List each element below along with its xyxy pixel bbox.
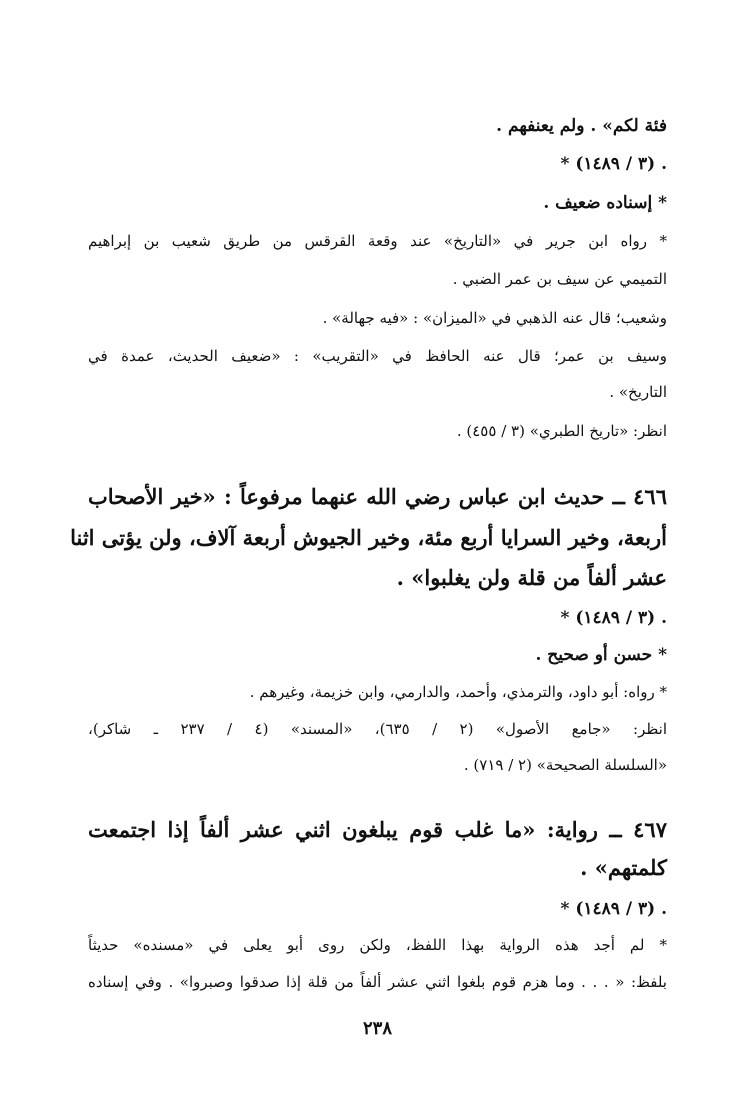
- text-line: التميمي عن سيف بن عمر الضبي .: [452, 270, 667, 288]
- hadith-text-line: أربعة، وخير السرايا أربع مئة، وخير الجيوش أربعة آلاف، ولن يؤتى اثنا: [70, 525, 667, 550]
- page-number: ٢٣٨: [362, 1018, 392, 1039]
- text-line: * حسن أو صحيح .: [535, 645, 667, 665]
- text-line: فئة لكم» . ولم يعنفهم .: [496, 116, 667, 136]
- hadith-heading: ٤٦٦ ــ حديث ابن عباس رضي الله عنهما مرفوعاً : «خير الأصحاب: [88, 484, 667, 509]
- text-line: * رواه ابن جرير في «التاريخ» عند وقعة القرقس من طريق شعيب بن إبراهيم: [88, 232, 667, 250]
- text-line: * (٣ / ١٤٨٩) .: [560, 899, 667, 919]
- text-line: وسيف بن عمر؛ قال عنه الحافظ في «التقريب» : «ضعيف الحديث، عمدة في: [88, 347, 667, 365]
- text-line: * (٣ / ١٤٨٩) .: [560, 608, 667, 628]
- text-line: انظر: «جامع الأصول» (٢ / ٦٣٥)، «المسند» (٤ / ٢٣٧ ـ شاكر)،: [88, 720, 667, 738]
- hadith-text-line: عشر ألفاً من قلة ولن يغلبوا» .: [396, 565, 667, 590]
- text-line: انظر: «تاريخ الطبري» (٣ / ٤٥٥) .: [456, 422, 667, 440]
- text-line: * لم أجد هذه الرواية بهذا اللفظ، ولكن روى أبو يعلى في «مسنده» حديثاً: [88, 936, 667, 954]
- text-line: «السلسلة الصحيحة» (٢ / ٧١٩) .: [463, 756, 667, 774]
- hadith-heading: ٤٦٧ ــ رواية: «ما غلب قوم يبلغون اثني عشر ألفاً إذا اجتمعت: [88, 817, 667, 842]
- text-line: وشعيب؛ قال عنه الذهبي في «الميزان» : «فيه جهالة» .: [322, 309, 667, 327]
- text-line: * رواه: أبو داود، والترمذي، وأحمد، والدارمي، وابن خزيمة، وغيرهم .: [249, 683, 667, 701]
- hadith-text-line: كلمتهم» .: [580, 855, 667, 880]
- text-line: * (٣ / ١٤٨٩) .: [560, 154, 667, 174]
- text-line: * إسناده ضعيف .: [543, 193, 667, 213]
- text-line: بلفظ: « . . . وما هزم قوم بلغوا اثني عشر ألفاً من قلة إذا صدقوا وصبروا» . وفي إسناده: [88, 973, 667, 991]
- text-line: التاريخ» .: [609, 383, 667, 401]
